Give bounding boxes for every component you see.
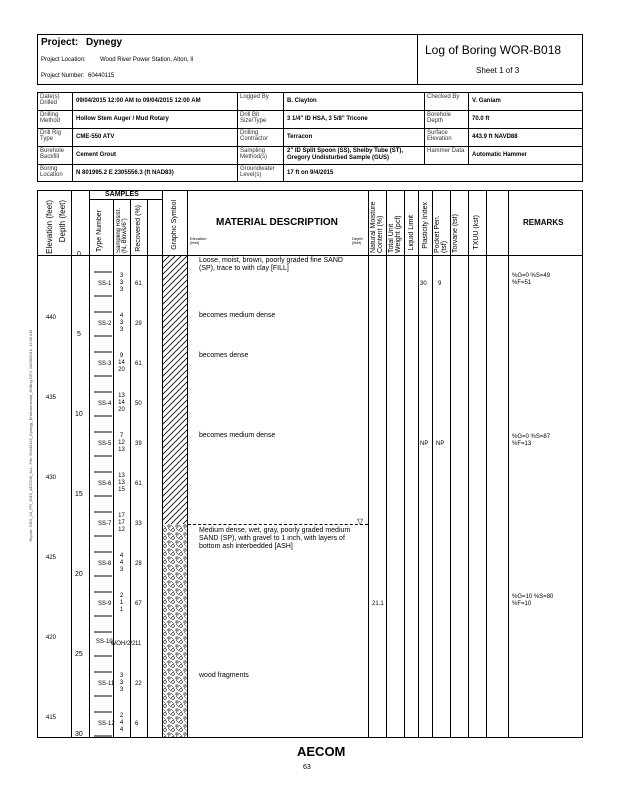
project-name: Dynegy [86,37,123,48]
sample-id: SS-6 [98,481,112,487]
col-line [71,190,72,738]
sample-blows: WOH/2/2 [110,641,136,647]
depth-tick: 10 [75,411,83,418]
depth-header: Depth (feet) [58,200,67,243]
col-line [187,190,188,738]
col-line [450,190,451,738]
col-line [486,190,487,738]
info-value: 443.9 ft NAVD88 [472,134,518,140]
plasticity-value: NP [436,441,445,447]
elev-small-header: Elevation (feet) [190,236,207,245]
info-row-line [37,146,583,147]
info-label: Sampling Method(s) [240,148,268,160]
samples-header: SAMPLES [105,191,139,198]
page-number: 63 [303,764,311,771]
elevation-tick: 430 [46,475,57,481]
liquid-limit-value: 30 [420,281,427,287]
elevation-header: Elevation (feet) [45,200,54,254]
liquid-limit-header: Liquid Limit [408,215,415,251]
info-value: Hollow Stem Auger / Mud Rotary [76,116,169,122]
sample-recovery: 28 [135,561,142,567]
sample-recovery: 39 [135,441,142,447]
material-description: becomes dense [199,352,249,359]
info-col-line [237,92,238,182]
sample-id: SS-4 [98,401,112,407]
sample-recovery: 6 [135,721,139,727]
header-bottom-line [37,255,583,256]
sample-blows: 17 17 12 [118,513,125,533]
sample-id: SS-12 [98,721,115,727]
depth-tick: 5 [77,331,81,338]
sample-id: SS-1 [98,281,112,287]
info-value: Terracon [287,134,313,140]
info-col-line [283,92,284,182]
sample-id: SS-3 [98,361,112,367]
plasticity-value: 9 [438,281,442,287]
depth-small-header: Depth (feet) [352,236,363,245]
info-label: Boring Location [40,166,63,178]
sample-blows: 7 12 13 [118,433,125,453]
remarks-header: REMARKS [523,218,564,227]
info-label: Drill Rig Type [40,130,61,142]
material-description: becomes medium dense [199,432,276,439]
col-line [418,190,419,738]
info-row-line [37,128,583,129]
info-value: 70.0 ft [472,116,490,122]
report-file-note: Report: GEO_10_PR_2015_AECOM_ALL; File: 60440115_Dynegy_Environmental_Drilling.GPJ; 10/28/2015; 12:00 AM [28,330,33,542]
liquid-limit-value: NP [420,441,429,447]
info-value: Cement Grout [76,152,117,158]
txuu-header: TXUU (ksf) [473,215,480,250]
elevation-tick: 420 [46,635,57,641]
remark: %G=0 %S=49 %F=51 [512,273,551,286]
samples-header-line [89,199,162,200]
material-description: Medium dense, wet, gray, poorly graded medium SAND (SP), with gravel to 1 inch, with layers of bottom ash interbedded [ASH] [199,527,351,550]
info-col-line [468,92,469,164]
sample-recovery: 11 [135,641,142,647]
sample-blows: 2 4 4 [119,713,124,733]
info-label: Hammer Data [427,148,465,154]
info-label: Groundwater Level(s) [240,166,275,178]
graphic-header: Graphic Symbol [171,200,178,250]
col-line [368,190,369,738]
elevation-tick: 435 [46,395,57,401]
elevation-tick: 440 [46,315,57,321]
info-value: 3 1/4" ID HSA, 3 5/8" Tricone [287,116,368,122]
dry-weight-header: Total Unit Weight (pcf) [388,215,402,253]
sample-blows: 4 3 3 [119,313,124,333]
sample-id: SS-7 [98,521,112,527]
sample-id: SS-11 [98,681,115,687]
material-header: MATERIAL DESCRIPTION [216,217,338,228]
sample-blows: 13 14 20 [118,393,125,413]
info-value: 2" ID Split Spoon (SS), Shelby Tube (ST), Gregory Undisturbed Sample (GUS) [287,148,404,161]
location-label: Project Location: [41,57,86,63]
number-label: Project Number: [41,73,85,79]
blows-header: Sampling Resist. (N, Blows/6") [116,207,128,253]
sample-blows: 2 1 1 [119,593,124,613]
info-row-line [37,110,583,111]
info-value: V. Ganiam [472,98,501,104]
plasticity-header: Plasticity Index [422,202,429,249]
sample-interval-markers [90,256,114,737]
info-value: Automatic Hammer [472,152,528,158]
moisture-header: Natural Moisture Content (%) [370,201,384,253]
torvane-header: Torvane (tsf) [452,214,459,253]
col-line [147,199,148,738]
material-description: Loose, moist, brown, poorly graded fine SAND (SP), trace to with clay [FILL] [199,257,343,272]
sheet-number: Sheet 1 of 3 [476,66,520,75]
sample-recovery: 50 [135,401,142,407]
sample-id: SS-10 [96,639,113,645]
info-label: Borehole Backfill [40,148,65,160]
location-value: Wood River Power Station, Alton, Il [100,57,194,63]
info-value: 09/04/2015 12:00 AM to 09/04/2015 12:00 AM [76,98,201,104]
stratum-boundary [188,524,368,525]
sample-id: SS-9 [98,601,112,607]
col-line [386,190,387,738]
type-number-header: Type Number [96,210,103,253]
sample-recovery: 67 [135,601,142,607]
material-description: becomes medium dense [199,312,276,319]
water-level-marker: ▽ [357,517,364,526]
sample-blows: 9 14 20 [118,353,125,373]
info-value: CME-550 ATV [76,134,115,140]
info-row-line [37,164,583,165]
log-title: Log of Boring WOR-B018 [425,43,562,57]
sample-blows: 3 3 3 [119,673,124,693]
col-line [130,199,131,738]
info-label: Logged By [240,94,269,100]
elevation-tick: 415 [46,715,57,721]
info-value: 17 ft on 9/4/2015 [287,170,334,176]
info-label: Drilling Contractor [240,130,269,142]
info-label: Drilling Method [40,112,61,124]
sample-blows: 4 4 3 [119,553,124,573]
info-col-line [72,92,73,182]
sample-id: SS-5 [98,441,112,447]
number-value: 60440115 [88,73,115,79]
depth-tick: 15 [75,491,83,498]
sample-recovery: 61 [135,361,142,367]
depth-tick: 20 [75,571,83,578]
depth-tick: 0 [77,251,81,258]
sample-id: SS-8 [98,561,112,567]
col-line [508,190,509,738]
col-line [404,190,405,738]
info-label: Surface Elevation [427,130,452,142]
remark: %G=0 %S=87 %F=13 [512,434,551,447]
sample-recovery: 29 [135,321,142,327]
col-line [468,190,469,738]
info-value: B. Clayton [287,98,317,104]
sample-blows: 3 3 3 [119,273,124,293]
info-label: Date(s) Drilled [40,94,60,106]
sample-recovery: 61 [135,481,142,487]
remark: %G=10 %S=80 %F=10 [512,594,554,607]
info-col-line [424,92,425,164]
info-value: N 801995.2 E 2305556.3 (ft NAD83) [76,170,174,176]
aecom-logo: AECOM [297,744,346,759]
pocket-pen-header: Pocket Pen. (tsf) [434,215,448,253]
info-label: Drill Bit Size/Type [240,112,267,124]
moisture-value: 21.1 [372,601,384,607]
col-line [432,190,433,738]
sample-blows: 13 13 15 [118,473,125,493]
sample-recovery: 33 [135,521,142,527]
sample-recovery: 22 [135,681,142,687]
depth-tick: 25 [75,651,83,658]
material-description: wood fragments [199,672,249,679]
sample-recovery: 61 [135,281,142,287]
recovered-header: Recovered (%) [135,205,142,252]
sample-id: SS-2 [98,321,112,327]
info-label: Borehole Depth [427,112,452,124]
header-divider [417,34,418,85]
project-label: Project: [41,37,79,48]
info-label: Checked By [427,94,460,100]
elevation-tick: 425 [46,555,57,561]
graphic-symbol-column [163,256,187,737]
depth-tick: 30 [75,731,83,738]
